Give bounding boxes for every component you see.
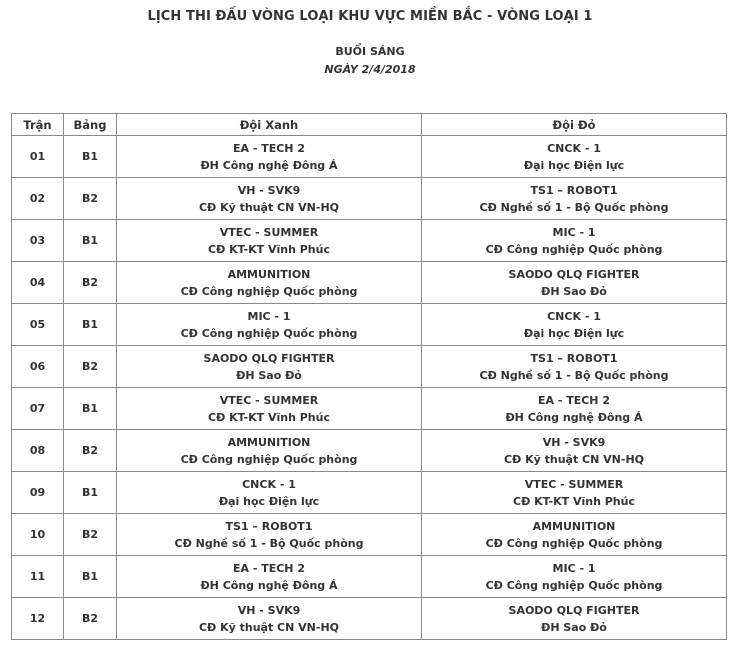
table-row xyxy=(12,262,727,304)
group-label: B2 xyxy=(64,262,117,304)
blue-team-school: CĐ Kỹ thuật CN VN-HQ xyxy=(198,200,340,214)
date-label: NGÀY 2/4/2018 xyxy=(324,63,416,76)
blue-team-cell xyxy=(117,556,422,598)
group-label: B2 xyxy=(64,178,117,220)
blue-team-name: MIC - 1 xyxy=(247,309,291,323)
match-number: 05 xyxy=(12,304,64,346)
match-number: 10 xyxy=(12,514,64,556)
match-number: 04 xyxy=(12,262,64,304)
blue-team-school: ĐH Công nghệ Đông Á xyxy=(200,158,338,172)
table-row xyxy=(12,346,727,388)
blue-team-cell xyxy=(117,136,422,178)
group-label: B2 xyxy=(64,346,117,388)
blue-team-name: AMMUNITION xyxy=(227,267,311,281)
match-number: 08 xyxy=(12,430,64,472)
red-team-name: EA - TECH 2 xyxy=(537,393,611,407)
table-row xyxy=(12,598,727,640)
match-number: 11 xyxy=(12,556,64,598)
blue-team-school: CĐ KT-KT Vĩnh Phúc xyxy=(208,242,330,256)
red-team-name: AMMUNITION xyxy=(532,519,616,533)
blue-team-name: VTEC - SUMMER xyxy=(219,393,319,407)
table-row xyxy=(12,304,727,346)
header-red-team: Đội Đỏ xyxy=(422,114,727,136)
red-team-school: CĐ Kỹ thuật CN VN-HQ xyxy=(503,452,645,466)
red-team-name: VH - SVK9 xyxy=(542,435,606,449)
blue-team-school: CĐ Kỹ thuật CN VN-HQ xyxy=(198,620,340,634)
red-team-school: Đại học Điện lực xyxy=(523,158,625,172)
blue-team-name: EA - TECH 2 xyxy=(232,141,306,155)
blue-team-name: AMMUNITION xyxy=(227,435,311,449)
table-row xyxy=(12,556,727,598)
blue-team-cell xyxy=(117,388,422,430)
table-row xyxy=(12,220,727,262)
blue-team-school: CĐ KT-KT Vĩnh Phúc xyxy=(208,410,330,424)
blue-team-cell xyxy=(117,346,422,388)
red-team-cell xyxy=(422,388,727,430)
red-team-cell xyxy=(422,472,727,514)
blue-team-name: VH - SVK9 xyxy=(237,183,301,197)
group-label: B2 xyxy=(64,514,117,556)
red-team-school: ĐH Công nghệ Đông Á xyxy=(505,410,643,424)
blue-team-name: SAODO QLQ FIGHTER xyxy=(203,351,335,365)
red-team-name: VTEC - SUMMER xyxy=(524,477,624,491)
blue-team-cell xyxy=(117,514,422,556)
blue-team-school: ĐH Công nghệ Đông Á xyxy=(200,578,338,592)
table-row xyxy=(12,388,727,430)
blue-team-cell xyxy=(117,262,422,304)
table-body xyxy=(12,136,727,640)
blue-team-name: EA - TECH 2 xyxy=(232,561,306,575)
blue-team-school: CĐ Công nghiệp Quốc phòng xyxy=(180,452,358,466)
header-group: Bảng xyxy=(64,114,117,136)
red-team-school: ĐH Sao Đỏ xyxy=(541,620,607,634)
table-row xyxy=(12,472,727,514)
table-row xyxy=(12,136,727,178)
red-team-school: CĐ KT-KT Vĩnh Phúc xyxy=(513,494,635,508)
red-team-name: SAODO QLQ FIGHTER xyxy=(508,267,640,281)
group-label: B1 xyxy=(64,472,117,514)
blue-team-name: TS1 – ROBOT1 xyxy=(225,519,313,533)
red-team-school: CĐ Nghề số 1 - Bộ Quốc phòng xyxy=(479,200,669,214)
match-number: 02 xyxy=(12,178,64,220)
group-label: B1 xyxy=(64,136,117,178)
table-row xyxy=(12,430,727,472)
red-team-school: ĐH Sao Đỏ xyxy=(541,284,607,298)
table-header-row xyxy=(12,114,727,136)
blue-team-cell xyxy=(117,304,422,346)
red-team-cell xyxy=(422,220,727,262)
blue-team-cell xyxy=(117,430,422,472)
red-team-name: MIC - 1 xyxy=(552,561,596,575)
red-team-name: TS1 – ROBOT1 xyxy=(530,183,618,197)
match-number: 01 xyxy=(12,136,64,178)
blue-team-name: CNCK - 1 xyxy=(242,477,296,491)
red-team-name: SAODO QLQ FIGHTER xyxy=(508,603,640,617)
match-number: 07 xyxy=(12,388,64,430)
blue-team-school: CĐ Nghề số 1 - Bộ Quốc phòng xyxy=(174,536,364,550)
blue-team-name: VTEC - SUMMER xyxy=(219,225,319,239)
blue-team-school: Đại học Điện lực xyxy=(218,494,320,508)
match-number: 12 xyxy=(12,598,64,640)
blue-team-name: VH - SVK9 xyxy=(237,603,301,617)
red-team-cell xyxy=(422,430,727,472)
red-team-name: CNCK - 1 xyxy=(547,141,601,155)
group-label: B1 xyxy=(64,388,117,430)
group-label: B1 xyxy=(64,304,117,346)
red-team-cell xyxy=(422,346,727,388)
red-team-school: CĐ Nghề số 1 - Bộ Quốc phòng xyxy=(479,368,669,382)
session-label: BUỔI SÁNG xyxy=(335,45,405,58)
match-number: 03 xyxy=(12,220,64,262)
red-team-school: CĐ Công nghiệp Quốc phòng xyxy=(485,578,663,592)
red-team-cell xyxy=(422,556,727,598)
blue-team-school: CĐ Công nghiệp Quốc phòng xyxy=(180,326,358,340)
match-number: 06 xyxy=(12,346,64,388)
red-team-name: CNCK - 1 xyxy=(547,309,601,323)
red-team-name: MIC - 1 xyxy=(552,225,596,239)
blue-team-cell xyxy=(117,472,422,514)
red-team-cell xyxy=(422,598,727,640)
blue-team-school: CĐ Công nghiệp Quốc phòng xyxy=(180,284,358,298)
group-label: B1 xyxy=(64,556,117,598)
match-number: 09 xyxy=(12,472,64,514)
blue-team-school: ĐH Sao Đỏ xyxy=(236,368,302,382)
group-label: B1 xyxy=(64,220,117,262)
red-team-school: CĐ Công nghiệp Quốc phòng xyxy=(485,536,663,550)
header-match: Trận xyxy=(12,114,64,136)
group-label: B2 xyxy=(64,430,117,472)
blue-team-cell xyxy=(117,178,422,220)
red-team-cell xyxy=(422,514,727,556)
red-team-cell xyxy=(422,136,727,178)
table-row xyxy=(12,514,727,556)
blue-team-cell xyxy=(117,220,422,262)
red-team-name: TS1 – ROBOT1 xyxy=(530,351,618,365)
table-row xyxy=(12,178,727,220)
page-title: LỊCH THI ĐẤU VÒNG LOẠI KHU VỰC MIỀN BẮC - VÒNG LOẠI 1 xyxy=(147,9,593,24)
group-label: B2 xyxy=(64,598,117,640)
red-team-school: Đại học Điện lực xyxy=(523,326,625,340)
blue-team-cell xyxy=(117,598,422,640)
red-team-school: CĐ Công nghiệp Quốc phòng xyxy=(485,242,663,256)
red-team-cell xyxy=(422,178,727,220)
red-team-cell xyxy=(422,304,727,346)
red-team-cell xyxy=(422,262,727,304)
header-blue-team: Đội Xanh xyxy=(117,114,422,136)
schedule-table xyxy=(11,113,727,640)
